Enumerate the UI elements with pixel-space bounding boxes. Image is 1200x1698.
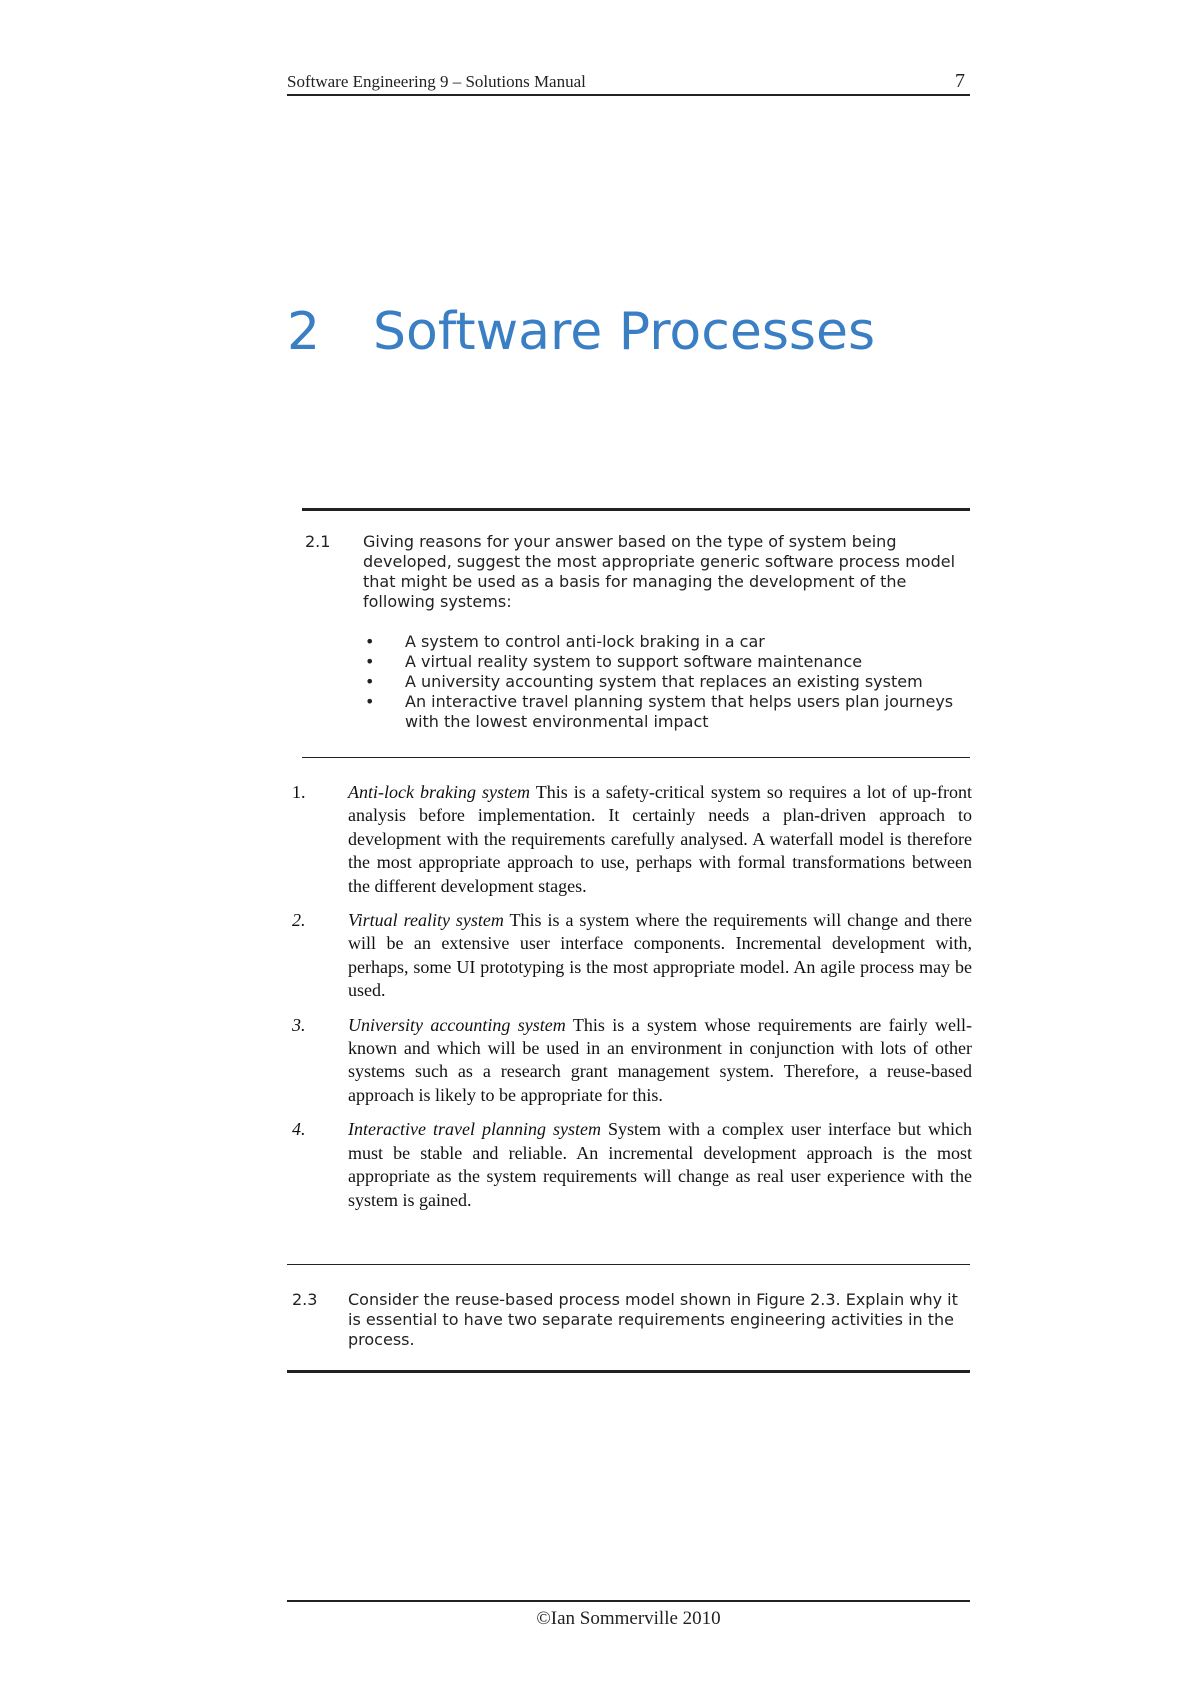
answer-body	[348, 781, 972, 898]
chapter-heading	[287, 302, 875, 362]
answer-item	[292, 909, 972, 1003]
question-2-3-text: Consider the reuse-based process model shown in Figure 2.3. Explain why it is essential to have two separate requirements engineering activities in the process.	[348, 1290, 958, 1349]
running-header-title: Software Engineering 9 – Solutions Manual	[287, 72, 586, 91]
list-item: • An interactive travel planning system that helps users plan journeys with the lowest environmental impact	[365, 692, 954, 731]
answer-title: Interactive travel planning system	[348, 1119, 601, 1140]
answer-text: This is a system where the requirements will change and there will be an extensive user interface components. Incremental development with, perhaps, some UI prototyping is the most appropriate model. An agile process may be used.	[348, 910, 973, 1001]
answer-body	[348, 1118, 972, 1212]
answer-item	[292, 1118, 972, 1212]
answer-body	[348, 1014, 972, 1108]
question-2-1-bottom-rule	[302, 757, 970, 758]
footer-rule	[287, 1600, 970, 1602]
question-2-1-text: Giving reasons for your answer based on the type of system being developed, suggest the most appropriate generic software process model that might be used as a basis for managing the development of the following systems:	[363, 532, 956, 611]
answer-title: Virtual reality system	[348, 910, 504, 931]
question-2-3-top-rule	[287, 1264, 970, 1265]
answer-item	[292, 781, 972, 898]
chapter-number: 2	[287, 302, 321, 362]
footer-copyright: ©Ian Sommerville 2010	[536, 1608, 721, 1629]
answer-text: This is a system whose requirements are fairly well-known and which will be used in an environment in conjunction with lots of other systems such as a research grant management system. Therefore, a reuse-based approach is likely to be appropriate for this.	[348, 1014, 972, 1105]
list-item: • A system to control anti-lock braking in a car	[365, 632, 765, 651]
answer-number: 3.	[292, 1014, 306, 1035]
question-2-1-number: 2.1	[305, 532, 331, 551]
answer-title: University accounting system	[348, 1014, 566, 1035]
page-number: 7	[955, 70, 965, 92]
list-item: • A university accounting system that replaces an existing system	[365, 672, 923, 691]
bullet-icon: •	[365, 672, 375, 691]
answer-text: This is a safety-critical system so requires a lot of up-front analysis before implementation. It certainly needs a plan-driven approach to development with the requirements carefully analysed. A waterfall model is therefore the most appropriate approach to use, perhaps with formal transformations between the different development stages.	[348, 782, 972, 896]
bullet-icon: •	[365, 692, 375, 711]
question-2-1-list	[365, 632, 985, 732]
answer-body	[348, 909, 972, 1003]
bullet-icon: •	[365, 632, 375, 651]
answers-list	[292, 781, 972, 1223]
question-2-3-bottom-rule	[287, 1370, 970, 1373]
answer-number: 2.	[292, 910, 306, 931]
chapter-title: Software Processes	[373, 302, 876, 362]
list-item: • A virtual reality system to support software maintenance	[365, 652, 863, 671]
question-2-1-top-rule	[302, 508, 970, 511]
bullet-icon: •	[365, 652, 375, 671]
header-rule	[287, 94, 970, 96]
question-2-3-number: 2.3	[292, 1290, 318, 1309]
answer-number: 1.	[292, 782, 306, 802]
answer-title: Anti-lock braking system	[348, 782, 531, 802]
answer-item	[292, 1014, 972, 1108]
answer-number: 4.	[292, 1119, 306, 1140]
answer-text: System with a complex user interface but which must be stable and reliable. An incremental development approach is the most appropriate as the system requirements will change as real user experience with the system is gained.	[348, 1119, 973, 1210]
